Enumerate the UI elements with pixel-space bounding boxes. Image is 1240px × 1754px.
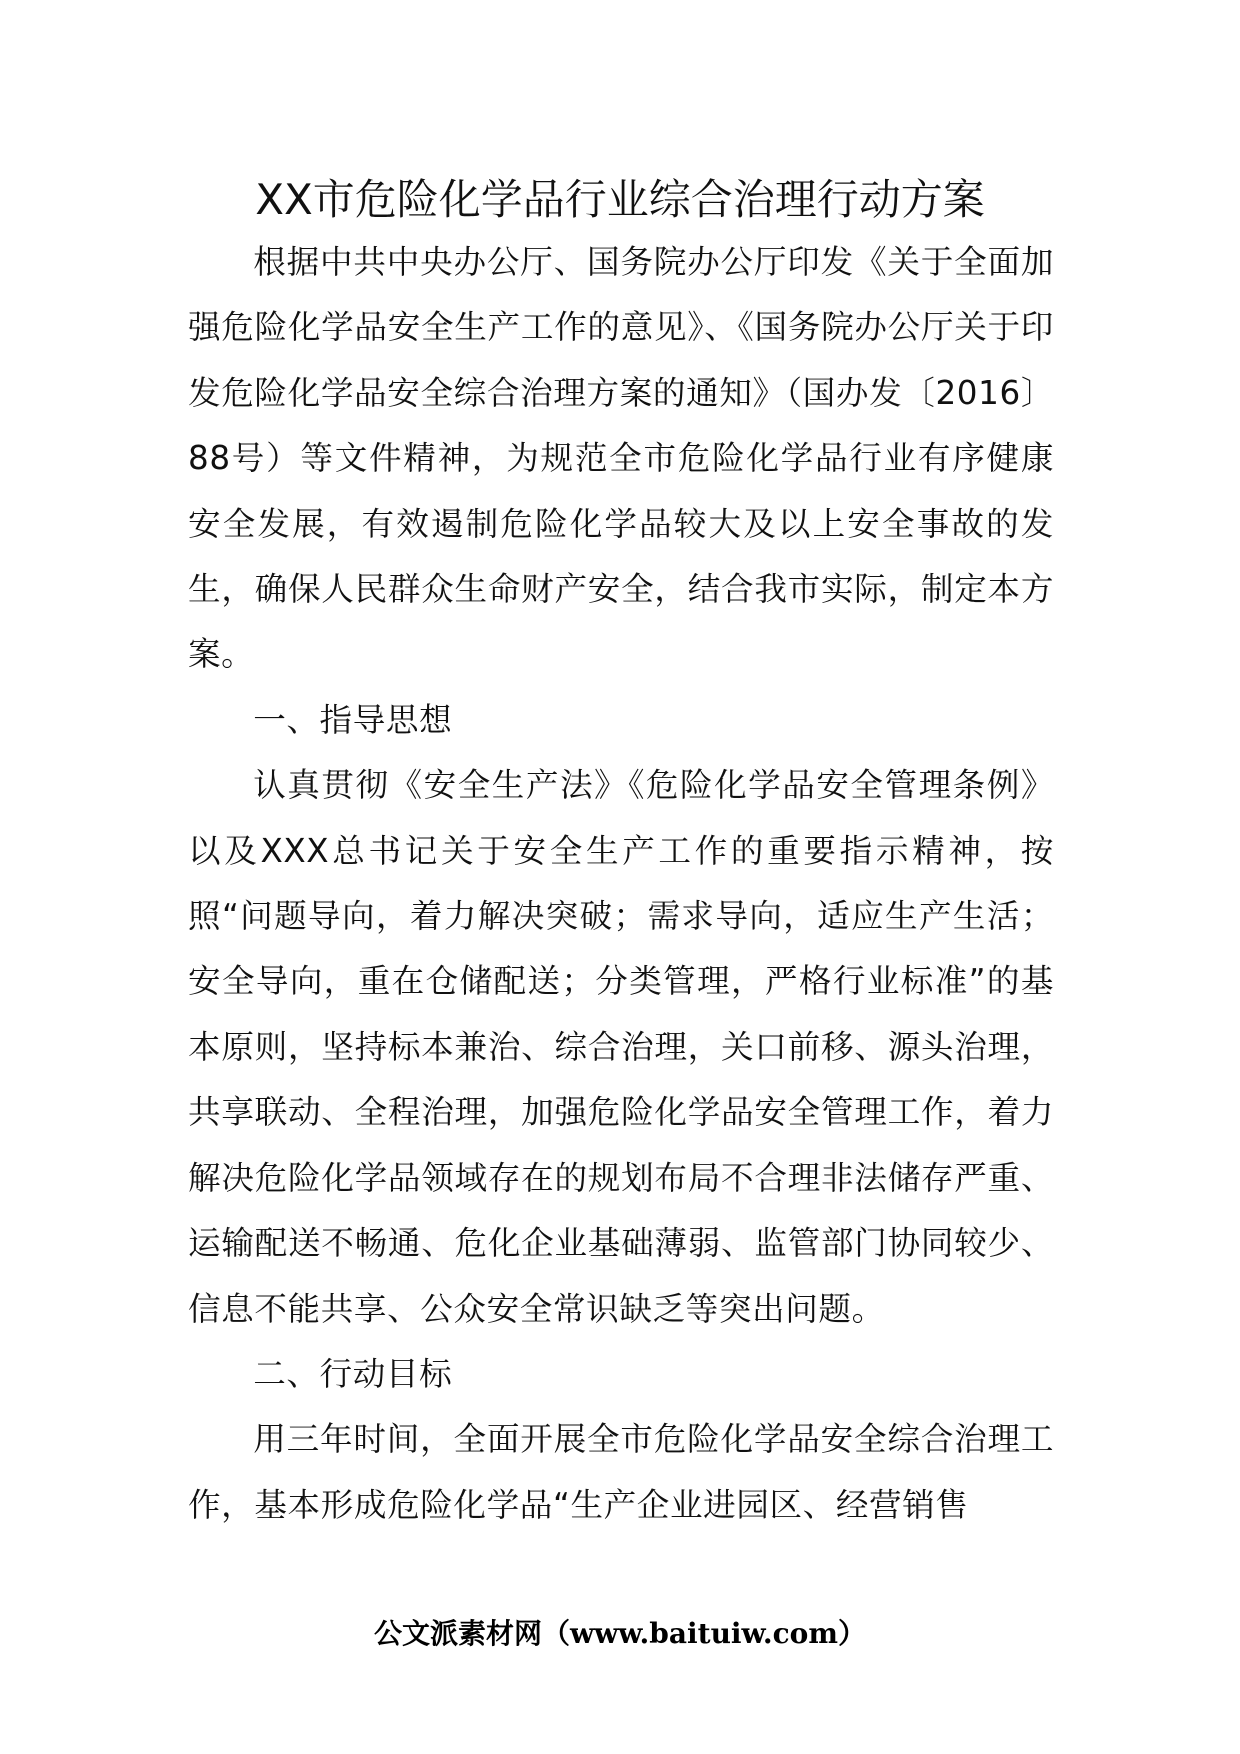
footer-watermark: 公文派素材网（www.baituiw.com） [374, 1617, 866, 1650]
guiding-ideology-paragraph: 认真贯彻《安全生产法》《危险化学品安全管理条例》以及XXX总书记关于安全生产工作的重要指示精神，按照“问题导向，着力解决突破；需求导向，适应生产生活；安全导向，重在仓储配送；分类管理，严格行业标准”的基本原则，坚持标本兼治、综合治理，关口前移、源头治理，共享联动、全程治理，加强危险化学品安全管理工作，着力解决危险化学品领域存在的规划布局不合理非法储存严重、运输配送不畅通、危化企业基础薄弱、监管部门协同较少、信息不能共享、公众安全常识缺乏等突出问题。 [188, 766, 1054, 1328]
action-goals-paragraph: 用三年时间，全面开展全市危险化学品安全综合治理工作，基本形成危险化学品“生产企业进园区、经营销售 [188, 1420, 1054, 1524]
document-body [188, 230, 1054, 1538]
document-title: XX市危险化学品行业综合治理行动方案 [255, 175, 985, 224]
section-heading-action-goals: 二、行动目标 [253, 1354, 453, 1393]
section-heading-guiding-ideology: 一、指导思想 [253, 700, 453, 739]
intro-paragraph: 根据中共中央办公厅、国务院办公厅印发《关于全面加强危险化学品安全生产工作的意见》、《国务院办公厅关于印发危险化学品安全综合治理方案的通知》（国办发〔2016〕88号）等文件精神，为规范全市危险化学品行业有序健康安全发展，有效遏制危险化学品较大及以上安全事故的发生，确保人民群众生命财产安全，结合我市实际，制定本方案。 [188, 243, 1054, 674]
